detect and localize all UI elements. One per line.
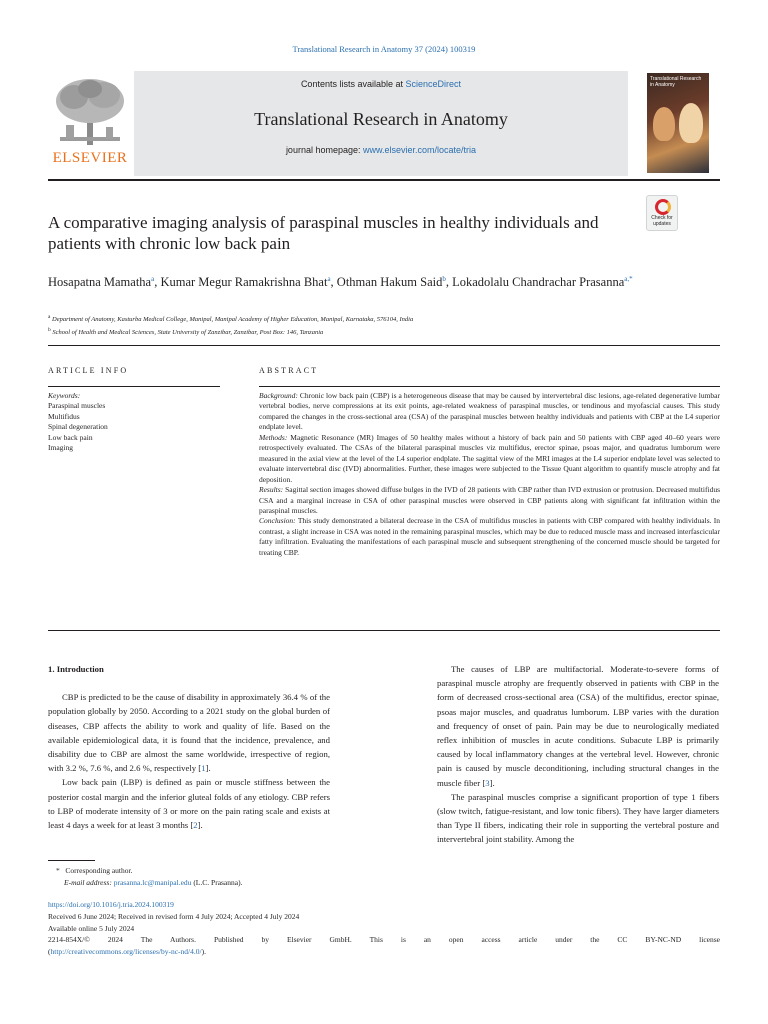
available-online: Available online 5 July 2024: [48, 923, 135, 933]
email-note: [48, 877, 720, 889]
abstract-body: [259, 391, 720, 558]
paragraph-text: CBP is predicted to be the cause of disability in approximately 36.4 % of the population globally by 2050. According to a 2021 study on the global burden of diseases, CBP affects the ability to work and quality of life. Based on the available epidemiological data, it is found that the incidence, prevalence, and disability due to CBP are almost the same worldwide, irrespective of region, with 3.2 %, 7.6 %, and 2.6 %, respectively [: [48, 692, 330, 774]
cover-face-left: [653, 107, 675, 141]
abstract-label: Results:: [259, 485, 284, 495]
abstract-text: Chronic low back pain (CBP) is a heterogeneous disease that may be caused by intervertebral disc lesions, age-related degenerative lumbar vertebral bodies, nerve compressions at its exit points, age-related weakness of paraspinal muscles, or tendinous and myofascial causes. This study compared the changes in the cross-sectional area (CSA) of the paraspinal muscles between healthy individuals and patients with CBP at the L4 superior endplate level.: [259, 391, 720, 432]
paragraph-tail: ].: [197, 820, 203, 831]
affiliations: [48, 312, 720, 338]
license-paren-close: ).: [201, 947, 206, 957]
corresponding-mark: *: [56, 866, 60, 875]
paragraph-text: Low back pain (LBP) is defined as pain or muscle stiffness between the posterior costal margin and the inferior gluteal folds of any etiology. CBP refers to LBP of moderate intensity of 3 or more on the pain rating scale and exists at least 4 days a week for at least 3 months [: [48, 777, 330, 831]
article-title: A comparative imaging analysis of paraspinal muscles in healthy individuals and patients with chronic low back pain: [48, 213, 599, 253]
keyword-item: Multifidus: [48, 411, 80, 421]
crossmark-label-line1: Check for: [651, 215, 673, 221]
author-affiliation-mark[interactable]: a,*: [624, 275, 633, 283]
contents-availability: [134, 79, 628, 89]
keyword-item: Imaging: [48, 443, 73, 453]
sciencedirect-link[interactable]: ScienceDirect: [405, 79, 462, 89]
author-separator: ,: [445, 275, 453, 290]
contents-prefix: Contents lists available at: [300, 79, 403, 89]
affiliation-mark: b: [48, 327, 51, 334]
keywords-heading: Keywords:: [48, 391, 81, 400]
elsevier-logo[interactable]: [48, 71, 132, 176]
article-info-divider: [48, 386, 220, 387]
abstract-conclusion: [259, 516, 720, 558]
author-affiliation-mark[interactable]: a: [151, 275, 155, 283]
running-head[interactable]: Translational Research in Anatomy 37 (2024) 100319: [292, 44, 476, 54]
abstract-heading: ABSTRACT: [259, 366, 319, 375]
homepage-prefix: journal homepage:: [285, 145, 361, 155]
corresponding-author-note: [48, 865, 720, 877]
abstract-label: Background:: [259, 391, 298, 400]
keyword-item: Low back pain: [48, 432, 93, 442]
license-link-line: [48, 946, 720, 958]
author-affiliation-mark[interactable]: a: [327, 275, 331, 283]
journal-homepage: [134, 145, 628, 155]
body-column-right: [437, 662, 719, 847]
author-name[interactable]: Lokadolalu Chandrachar Prasanna: [452, 275, 625, 290]
abstract-end-divider: [48, 630, 720, 631]
author-separator: ,: [330, 275, 337, 290]
cover-face-right: [679, 103, 703, 143]
affiliation-item: [48, 325, 720, 338]
abstract-divider: [259, 386, 720, 387]
abstract-results: [259, 485, 720, 516]
crossmark-label-line2: updates: [653, 220, 671, 227]
paragraph-text: The paraspinal muscles comprise a significant proportion of type 1 fibers (slow twitch, fatigue-resistant, and low tonic fibers). They have larger diameters than Type II fibers, indicating their role in supporting the vertebral posture and intervertebral joint stability. Among the: [437, 791, 719, 845]
affiliation-item: [48, 312, 720, 325]
affiliation-divider: [48, 345, 720, 346]
abstract-methods: [259, 433, 720, 485]
paragraph-tail: ].: [205, 763, 211, 774]
keyword-item: Spinal degeneration: [48, 422, 108, 432]
elsevier-wordmark: ELSEVIER: [52, 150, 128, 166]
license-statement: 2214-854X/© 2024 The Authors. Published by Elsevier GmbH. This is an open access article under the CC BY-NC-ND license: [48, 935, 720, 945]
body-column-left: [48, 662, 330, 832]
citation-link[interactable]: 1: [201, 763, 206, 774]
abstract-label: Methods:: [259, 432, 288, 442]
journal-title[interactable]: Translational Research in Anatomy: [254, 109, 508, 129]
author-separator: ,: [154, 275, 161, 290]
paragraph-text: The causes of LBP are multifactorial. Moderate-to-severe forms of paraspinal muscle atrophy are frequently observed in patients with CBP in the form of decreased cross-sectional area (CSA) of the multifidus, erector spinae, psoas major muscles, and quadratus lumborum. LBP varies with the duration and frequency of onset of pain. Pain may be due to neurologically mediated reflex inhibition of muscles in acute conditions. Subacute LBP is primarily caused by local inflammatory changes at the vertebral level. However, chronic pain is caused by muscle deconditioning, including structural changes in the muscle fiber [: [437, 664, 719, 788]
journal-cover-image[interactable]: [647, 73, 709, 173]
keywords-block: [48, 391, 218, 453]
affiliation-text: Department of Anatomy, Kasturba Medical College, Manipal, Manipal Academy of Higher Education, Manipal, Karnataka, 576104, India: [52, 316, 414, 324]
homepage-link[interactable]: www.elsevier.com/locate/tria: [363, 145, 477, 155]
citation-link[interactable]: 2: [193, 820, 198, 831]
author-list: [48, 270, 688, 291]
crossmark-label: [647, 216, 677, 227]
abstract-text: Sagittal section images showed diffuse bulges in the IVD of 28 patients with CBP rather than IVD extrusion or protrusion. Decreased multifidus CSA and a marginal increase in CSA of other paraspinal muscles were observed in CBP patients along with significant fat infiltration within the paraspinal muscles.: [259, 485, 720, 515]
masthead-divider: [48, 179, 720, 181]
body-paragraph: [48, 690, 330, 775]
article-info-heading: ARTICLE INFO: [48, 366, 129, 375]
paragraph-tail: ].: [489, 777, 495, 788]
citation-link[interactable]: 3: [485, 777, 490, 788]
received-dates: Received 6 June 2024; Received in revised form 4 July 2024; Accepted 4 July 2024: [48, 911, 300, 921]
abstract-label: Conclusion:: [259, 516, 296, 526]
abstract-text: This study demonstrated a bilateral decrease in the CSA of multifidus muscles in patients with CBP compared with healthy individuals. In contrast, a slight increase in CSA was noted in the remaining paraspinal muscles, which may be due to reduced muscle mass and increased interfascicular fatty infiltration. Evaluating the manifestations of each paraspinal muscle and subsequent strengthening of the concerned muscle should be targeted for treating CBP.: [259, 516, 720, 557]
corresponding-text: Corresponding author.: [65, 866, 133, 875]
license-link[interactable]: http://creativecommons.org/licenses/by-nc-nd/4.0/: [50, 947, 202, 957]
elsevier-tree-icon: [52, 77, 128, 149]
abstract-text: Magnetic Resonance (MR) Images of 50 healthy males without a history of back pain and 50 patients with CBP aged 40–60 years were retrospectively evaluated. The CSAs of the bilateral paraspinal muscles viz multifidus, erector spinae, psoas major, and quadratus lumborum were measured in the axial view at the level of the L4 superior endplate. The sagittal view of the MRI images at the L4 superior endplate level was selected to evaluate intervertebral disc (IVD) abnormalities. Further, these images were subjected to the Tissue Quant algorithm to quantify muscle atrophy and fat deposition.: [259, 432, 721, 484]
email-owner: (L.C. Prasanna).: [193, 878, 243, 887]
abstract-background: [259, 391, 720, 433]
author-name[interactable]: Othman Hakum Said: [336, 275, 443, 290]
license-paren-open: (: [48, 947, 51, 957]
body-paragraph: [48, 775, 330, 832]
affiliation-mark: a: [48, 314, 51, 320]
doi-link[interactable]: https://doi.org/10.1016/j.tria.2024.100319: [48, 900, 174, 909]
affiliation-text: School of Health and Medical Sciences, State University of Zanzibar, Zanzibar, Post Box: 146, Tanzania: [52, 329, 324, 337]
section-heading-introduction: 1. Introduction: [48, 664, 104, 674]
check-for-updates-button[interactable]: [646, 195, 678, 231]
masthead-banner: [134, 71, 628, 176]
journal-masthead: [48, 71, 720, 176]
author-affiliation-mark[interactable]: b: [442, 275, 446, 283]
author-name[interactable]: Kumar Megur Ramakrishna Bhat: [160, 275, 328, 290]
author-name[interactable]: Hosapatna Mamatha: [48, 275, 152, 290]
body-paragraph: [437, 662, 719, 790]
crossmark-icon: [655, 199, 671, 215]
footnotes: [48, 865, 720, 889]
email-link[interactable]: prasanna.lc@manipal.edu: [113, 878, 192, 887]
footnote-divider: [48, 860, 95, 861]
body-paragraph: [437, 790, 719, 847]
keyword-item: Paraspinal muscles: [48, 401, 106, 411]
email-label: E-mail address:: [64, 878, 112, 887]
publication-info: [48, 899, 720, 958]
cover-title: Translational Research in Anatomy: [650, 76, 702, 88]
